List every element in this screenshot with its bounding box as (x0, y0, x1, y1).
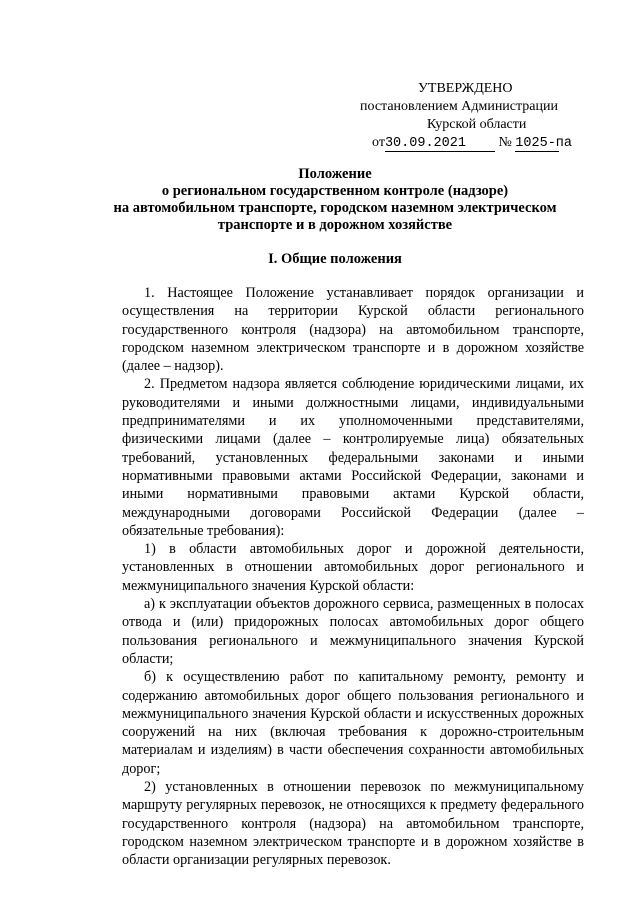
title-line: о региональном государственном контроле (надзоре) (161, 183, 509, 199)
title-line: на автомобильном транспорте, городском наземном электрическом (113, 200, 557, 216)
paragraph: 1) в области автомобильных дорог и дорожной деятельности, установленных в отношении автомобильных дорог регионального и межмуниципального значения Курской области: (122, 541, 584, 594)
paragraph: 2. Предметом надзора является соблюдение юридическими лицами, их руководителями и иными должностными лицами, индивидуальными предпринимателями и их уполномоченными представителями, физическими лицами (далее – контролируемые лица) обязательных требований, установленных федеральными законами и иными нормативными правовыми актами Российской Федерации, законами и иными нормативными правовыми актами Курской области, международными договорами Российской Федерации (далее – обязательные требования): (122, 376, 584, 539)
document-body (122, 284, 584, 870)
approval-by-line: постановлением Администрации (360, 99, 558, 114)
number-sign: № (498, 135, 512, 150)
paragraph: б) к осуществлению работ по капитальному ремонту, ремонту и содержанию автомобильных дорог общего пользования регионального и межмуниципального значения Курской области и искусственных дорожных сооружений на них (включая требования к дорожно-строительным материалам и изделиям) в части обеспечения сохранности автомобильных дорог; (122, 669, 584, 777)
approval-title: УТВЕРЖДЕНО (418, 81, 513, 96)
section-heading: I. Общие положения (268, 251, 402, 267)
paragraph: а) к эксплуатации объектов дорожного сервиса, размещенных в полосах отвода и (или) придорожных полосах автомобильных дорог общего пользования регионального и межмуниципального значения Курской области; (122, 596, 584, 667)
approval-number: 1025-па (515, 136, 573, 151)
approval-region-line: Курской области (427, 117, 527, 132)
document-title (100, 166, 570, 234)
paragraph: 1. Настоящее Положение устанавливает порядок организации и осуществления на территории Курской области регионального государственного контроля (надзора) на автомобильном транспорте, городском наземном электрическом транспорте и в дорожном хозяйстве (далее – надзор). (122, 285, 584, 375)
approval-date: 30.09.2021 (385, 136, 495, 152)
paragraph: 2) установленных в отношении перевозок по межмуниципальному маршруту регулярных перевозок, не относящихся к предмету федерального государственного контроля (надзора) на автомобильном транспорте, городском наземном электрическом транспорте и в дорожном хозяйстве в области организации регулярных перевозок. (122, 779, 584, 869)
title-line: Положение (298, 166, 372, 182)
approval-stamp (360, 80, 590, 152)
approval-date-line (360, 134, 590, 152)
date-prefix: от (372, 135, 385, 150)
title-line: транспорте и в дорожном хозяйстве (217, 217, 453, 233)
